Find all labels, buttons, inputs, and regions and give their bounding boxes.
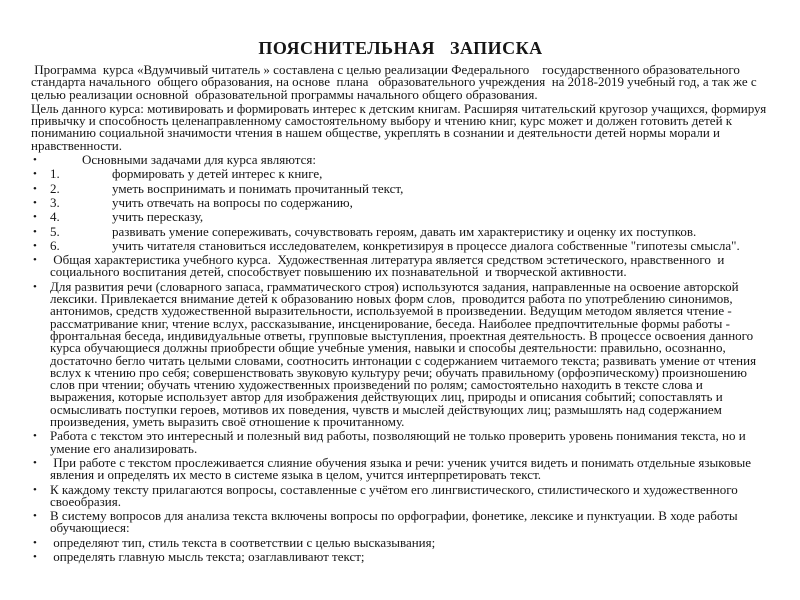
list-item-text: При работе с текстом прослеживается слияние обучения языка и речи: ученик учится видеть и понимать отдельные языковые явления и определять их место в системе языка в целом, учится интерпретировать текст. xyxy=(50,454,755,483)
bullet-icon: • xyxy=(33,196,37,209)
list-item-speech-development xyxy=(31,278,770,430)
bullet-icon: • xyxy=(33,211,37,224)
list-item-text-work xyxy=(31,430,770,455)
bullet-list xyxy=(31,154,770,563)
item-number: 1. xyxy=(50,166,60,182)
item-number: 2. xyxy=(50,180,60,196)
list-item-main-idea xyxy=(31,548,770,564)
list-item-task-5 xyxy=(31,223,770,239)
list-item-task-2 xyxy=(31,180,770,196)
list-item-tasks-header xyxy=(31,154,770,166)
list-item-question-system xyxy=(31,510,770,535)
list-item-text: развивать умение сопереживать, сочувствовать героям, давать им характеристику и оценку их поступков. xyxy=(112,223,697,239)
list-item-text: учить пересказу, xyxy=(112,209,204,225)
bullet-icon: • xyxy=(33,239,37,252)
list-item-task-6 xyxy=(31,237,770,253)
bullet-icon: • xyxy=(33,483,37,496)
bullet-icon: • xyxy=(33,536,37,549)
list-item-text: определять главную мысль текста; озаглавливают текст; xyxy=(50,548,365,564)
bullet-icon: • xyxy=(33,254,37,267)
list-item-task-1 xyxy=(31,168,770,180)
list-item-text: Работа с текстом это интересный и полезный вид работы, позволяющий не только проверить уровень понимания текста, но и умение его анализировать. xyxy=(50,428,749,456)
list-item-text: В систему вопросов для анализа текста включены вопросы по орфографии, фонетике, лексике и пунктуации. В ходе работы обучающиеся: xyxy=(50,508,741,536)
intro-paragraph: Программа курса «Вдумчивый читатель » составлена с целью реализации Федерального государственного образовательного стандарта начального общего образования, на основе плана образовательного учреждения на 2018-2019 учебный год, а так же с целью реализации основной образовательной программы начального общего образования. xyxy=(31,62,760,102)
list-item-text: Общая характеристика учебного курса. Художественная литература является средством эстетического, нравственного и социального воспитания детей, способствует повышению их познавательной и творческой активности. xyxy=(50,252,728,280)
list-item-text: К каждому тексту прилагаются вопросы, составленные с учётом его лингвистического, стилистического и художественного своеобразия. xyxy=(50,481,741,509)
bullet-icon: • xyxy=(33,225,37,238)
item-number: 5. xyxy=(50,223,60,239)
list-item-text: учить отвечать на вопросы по содержанию, xyxy=(112,194,353,210)
list-item-text: определяют тип, стиль текста в соответствии с целью высказывания; xyxy=(50,534,436,550)
item-number: 4. xyxy=(50,209,60,225)
item-number: 6. xyxy=(50,237,60,253)
list-item-text: Основными задачами для курса являются: xyxy=(82,152,316,168)
list-item-text: учить читателя становиться исследователем, конкретизируя в процессе диалога собственные "гипотезы смысла". xyxy=(112,237,740,253)
bullet-icon: • xyxy=(33,168,37,181)
item-number: 3. xyxy=(50,194,60,210)
list-item-course-description xyxy=(31,254,770,279)
list-item-define-type xyxy=(31,534,770,550)
bullet-icon: • xyxy=(33,456,37,469)
bullet-icon: • xyxy=(33,182,37,195)
bullet-icon: • xyxy=(33,550,37,563)
list-item-task-4 xyxy=(31,211,770,223)
list-item-text: Для развития речи (словарного запаса, грамматического строя) используются задания, направленные на освоение авторской лексики. Привлекается внимание детей к образованию новых форм слов, проводится работа по употреблению синонимов, антонимов, средств художественной выразительности, используемой в произведении. Ведущим методом является чтение - рассматривание книг, чтение вслух, рассказывание, инсценирование, беседа. Наиболее предпочтительные формы работы - фронтальная беседа, индивидуальные ответы, групповые выступления, проектная деятельность. В процессе освоения данного курса обучающиеся должны приобрести общие учебные умения, навыки и способы деятельности: правильно, осознанно, достаточно бегло читать целыми словами, соотносить интонации с содержанием читаемого текста; развивать умение от чтения вслух к чтению про себя; совершенствовать звуковую культуру речи; обучать правильному (орфоэпическому) произношению слов при чтении; обучать чтению художественных произведений по ролям; самостоятельно находить в тексте слова и выражения, которые использует автор для изображения действующих лиц, природы и описания событий; сопоставлять и осмысливать поступки героев, мотивов их поведения, чувств и мыслей действующих лиц; размышлять над содержанием произведения, уметь выразить своё отношение к прочитанному. xyxy=(50,278,760,430)
list-item-questions xyxy=(31,481,770,509)
page-title: ПОЯСНИТЕЛЬНАЯ ЗАПИСКА xyxy=(258,38,543,58)
bullet-icon: • xyxy=(33,510,37,523)
bullet-icon: • xyxy=(33,154,37,167)
list-item-task-3 xyxy=(31,194,770,210)
goal-paragraph: Цель данного курса: мотивировать и формировать интерес к детским книгам. Расширяя читательский кругозор учащихся, формируя привычку и способность целенаправленному самостоятельному выбору и чтению книг, курс может и должен готовить детей к пониманию социальной значимости чтения в нашем обществе, укреплять в сознании и деятельности детей нормы морали и нравственности. xyxy=(31,100,770,153)
bullet-icon: • xyxy=(33,430,37,443)
bullet-icon: • xyxy=(33,280,37,293)
list-item-text: уметь воспринимать и понимать прочитанный текст, xyxy=(112,180,404,196)
list-item-language-speech xyxy=(31,454,770,483)
list-item-text: формировать у детей интерес к книге, xyxy=(112,166,323,182)
